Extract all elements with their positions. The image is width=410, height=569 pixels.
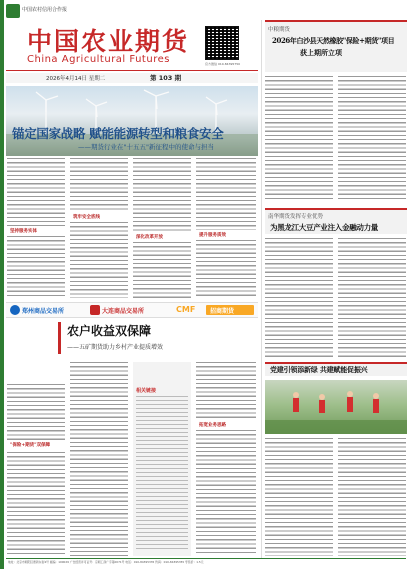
lead-body-col-3	[133, 158, 191, 232]
masthead-title: 中国农业期货	[27, 27, 190, 56]
lead-body-col-4b	[196, 240, 256, 298]
lead-body-col-3b	[133, 242, 191, 298]
right-low-body-col-1	[265, 438, 333, 556]
header-small-tag: 中国农村信用合作报	[22, 7, 68, 13]
lead-subhead-3: 深化改革开放	[136, 235, 163, 240]
sponsor-cmf: CMF	[176, 305, 196, 314]
lead-subhead-4: 提升服务质效	[199, 233, 226, 238]
second-subhead-2: 拓宽业务思路	[199, 423, 226, 428]
second-headline: 农户收益双保障	[67, 324, 152, 338]
footer-rule	[6, 558, 406, 559]
qr-code-icon	[205, 26, 239, 60]
issue-date: 2026年4月14日 星期二	[46, 76, 106, 82]
right-top-headline-2: 获上期所立项	[300, 48, 342, 57]
right-mid-kicker: 南华期货发挥专业优势	[268, 214, 324, 220]
second-body-col-4	[196, 362, 256, 420]
right-top-headline-1: 2026年白沙县天然橡胶"保险+期货"项目	[272, 36, 395, 45]
lead-subhead-2: 筑牢安全底线	[73, 215, 100, 220]
right-top-body-col-2	[338, 76, 406, 202]
right-top-kicker: 中粮期货	[268, 27, 291, 33]
sponsor-zce: 郑州商品交易所	[22, 308, 65, 315]
second-subline: ——五矿期货助力乡村产业提质增效	[67, 344, 164, 351]
second-body-col-1b	[7, 452, 65, 556]
lead-subhead-1: 坚持服务实体	[10, 229, 37, 234]
lead-headline: 锚定国家战略 赋能能源转型和粮食安全	[12, 126, 224, 141]
lead-body-col-4	[196, 158, 256, 230]
lead-body-col-2b	[70, 222, 128, 298]
lead-body-col-1b	[7, 236, 65, 298]
second-body-col-4b	[196, 430, 256, 556]
dateline-bar	[6, 73, 258, 83]
right-low-headline: 党建引领添新绿 共建赋能促振兴	[270, 365, 368, 374]
lead-subline: ——期货行业在"十五五"新征程中的使命与担当	[78, 143, 214, 151]
green-edge-strip	[0, 0, 4, 569]
lead-body-col-1	[7, 158, 65, 226]
zce-logo-icon	[10, 305, 20, 315]
related-box-title: 相关链接	[136, 388, 157, 394]
issue-number: 第 103 期	[150, 74, 182, 82]
second-headline-block	[58, 322, 208, 354]
sponsor-dce: 大连商品交易所	[102, 308, 145, 315]
masthead-english: China Agricultural Futures	[27, 54, 170, 65]
sponsor-cmschina: 招商期货	[210, 308, 235, 315]
related-box-body	[136, 396, 188, 552]
column-divider	[261, 20, 262, 558]
second-subhead-1: "保险+期货"双保障	[10, 443, 50, 448]
dce-logo-icon	[90, 305, 100, 315]
farmers-field-icon	[265, 380, 407, 434]
right-low-body-col-2	[338, 438, 406, 556]
right-top-body-col-1	[265, 76, 333, 202]
footer-text: 地址：北京市朝阳区惠新东街4号 邮编：100029 广告经营许可证号：京朝工商广字第0071号 电话：010-84395335 传真：010-84395355 零售价：1.5元	[8, 560, 204, 564]
right-mid-headline: 为黑龙江大豆产业注入金融动力量	[270, 223, 378, 232]
paper-logo-icon	[6, 4, 20, 18]
right-mid-body-col-2	[338, 238, 406, 358]
second-body-col-1	[7, 384, 65, 440]
right-mid-body-col-1	[265, 238, 333, 358]
right-low-photo	[265, 380, 407, 434]
second-body-col-2	[70, 362, 128, 556]
lead-body-col-2	[70, 158, 128, 212]
masthead-rule	[6, 70, 258, 71]
